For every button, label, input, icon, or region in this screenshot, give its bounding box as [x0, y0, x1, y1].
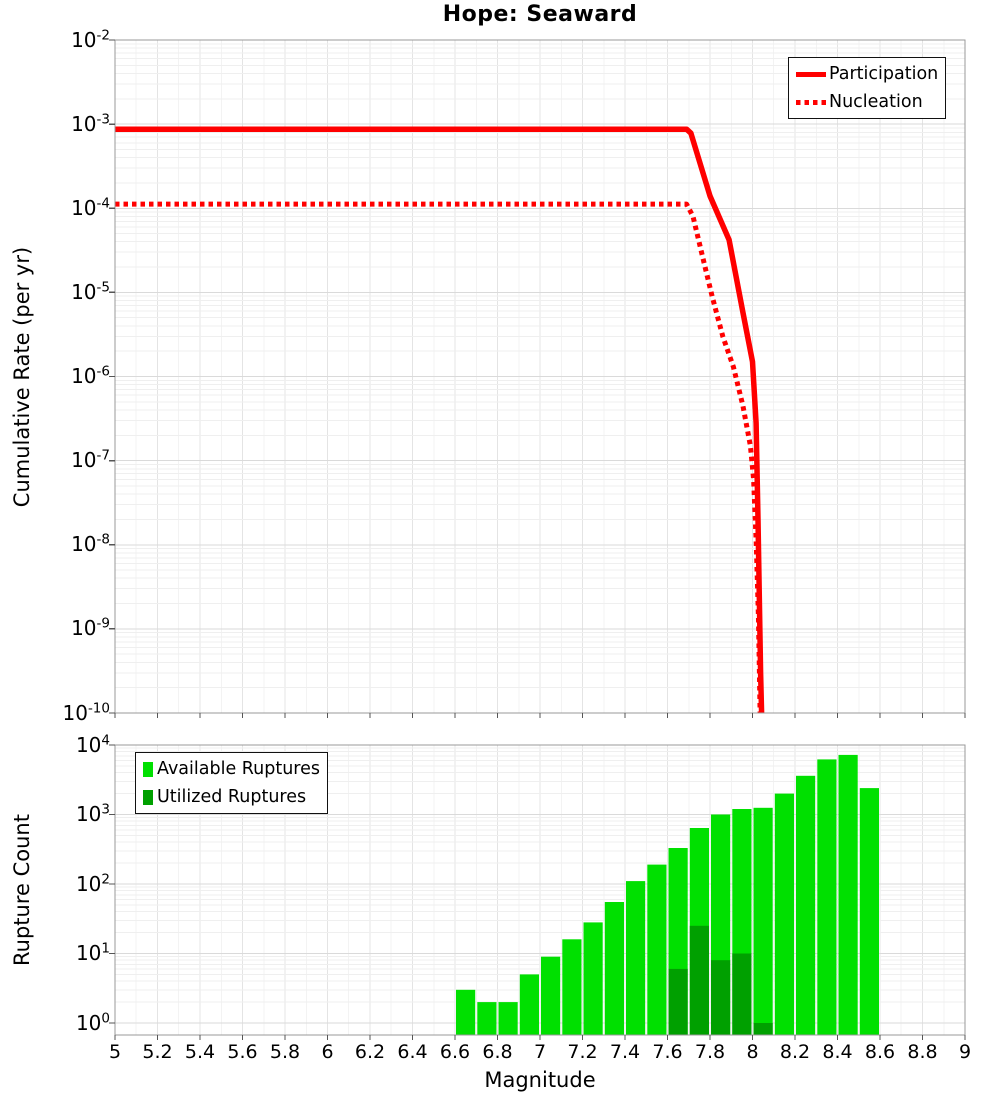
- xtick-label: 6.4: [397, 1041, 428, 1063]
- ytick-label: $10^0$: [75, 1009, 110, 1035]
- xtick-label: 7: [533, 1041, 547, 1063]
- legend-label-participation: Participation: [829, 64, 939, 84]
- xtick-label: 6.2: [354, 1041, 386, 1063]
- legend-label-available: Available Ruptures: [157, 759, 320, 779]
- ytick-label: $10^{-2}$: [71, 26, 110, 52]
- xtick-label: 5.6: [227, 1041, 258, 1063]
- xtick-label: 7.8: [694, 1041, 726, 1063]
- legend-item-utilized: [143, 783, 320, 811]
- xtick-label: 5.4: [184, 1041, 216, 1063]
- xtick-label: 5: [108, 1041, 122, 1063]
- ytick-label: $10^{-6}$: [71, 363, 110, 388]
- ytick-label: $10^{-9}$: [71, 615, 110, 641]
- xtick-label: 8.8: [907, 1041, 938, 1063]
- xtick-label: 6.8: [482, 1041, 513, 1063]
- ytick-label: $10^{-7}$: [71, 447, 110, 473]
- ytick-label: $10^4$: [75, 731, 110, 757]
- ytick-label: $10^3$: [75, 801, 110, 826]
- xtick-label: 8.6: [864, 1041, 896, 1063]
- ytick-label: $10^{-3}$: [71, 110, 110, 136]
- xtick-label: 7.6: [652, 1041, 683, 1063]
- participation-line-swatch: [796, 72, 826, 77]
- ytick-label: $10^2$: [75, 870, 110, 896]
- xtick-label: 5.8: [269, 1041, 301, 1063]
- top-legend: [788, 57, 946, 119]
- xtick-label: 8.4: [822, 1041, 853, 1063]
- xtick-label: 8.2: [779, 1041, 811, 1063]
- utilized-ruptures-swatch: [143, 790, 153, 805]
- legend-label-utilized: Utilized Ruptures: [157, 787, 307, 807]
- ytick-label: $10^{-10}$: [62, 699, 110, 725]
- xtick-label: 6: [321, 1041, 334, 1063]
- ytick-label: $10^{-8}$: [71, 531, 110, 557]
- available-ruptures-swatch: [143, 762, 153, 777]
- xtick-label: 6.6: [439, 1041, 471, 1063]
- bottom-legend: [135, 752, 328, 814]
- legend-label-nucleation: Nucleation: [829, 92, 923, 112]
- nucleation-line-swatch: [796, 100, 826, 105]
- ytick-label: $10^1$: [75, 940, 110, 965]
- xtick-label: 7.2: [567, 1041, 598, 1063]
- chart-title: Hope: Seaward: [442, 2, 638, 27]
- ytick-label: $10^{-4}$: [71, 195, 110, 220]
- legend-item-nucleation: [796, 88, 938, 116]
- xtick-label: 9: [958, 1041, 972, 1063]
- xtick-label: 7.4: [609, 1041, 641, 1063]
- legend-item-participation: [796, 60, 938, 88]
- xtick-label: 8: [746, 1041, 759, 1063]
- legend-item-available: [143, 755, 320, 783]
- xtick-label: 5.2: [142, 1041, 173, 1063]
- x-axis-label: Magnitude: [484, 1068, 596, 1092]
- bottom-y-axis-label: Rupture Count: [10, 814, 34, 966]
- ytick-label: $10^{-5}$: [71, 279, 110, 304]
- top-y-axis-label: Cumulative Rate (per yr): [10, 246, 34, 508]
